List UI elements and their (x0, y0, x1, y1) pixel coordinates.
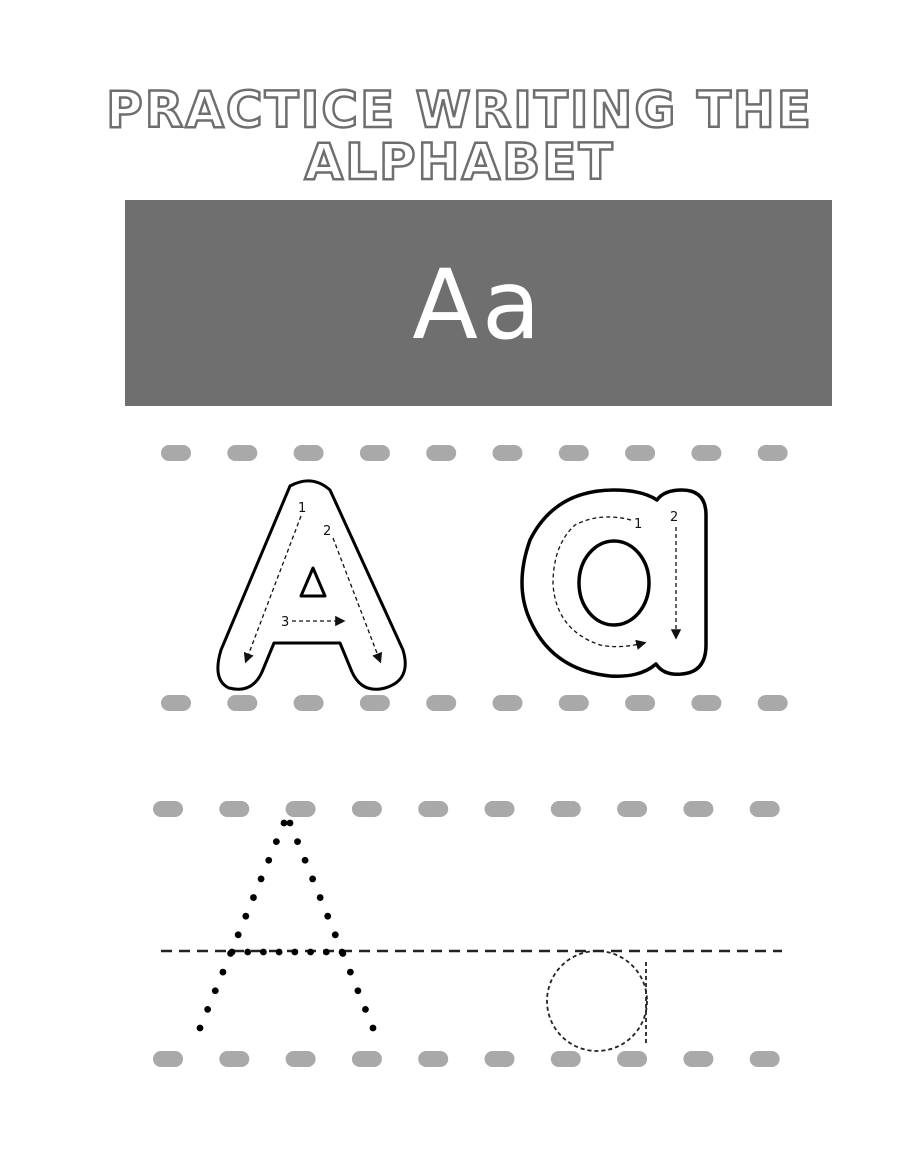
guide-dash (617, 801, 647, 817)
trace-dot (281, 820, 288, 827)
guide-dash (625, 445, 655, 461)
guide-dash (360, 445, 390, 461)
guide-dash (493, 445, 523, 461)
guide-dash (493, 695, 523, 711)
trace-dot (265, 857, 272, 864)
page-title: PRACTICE WRITING THE ALPHABET (106, 81, 813, 191)
trace-dot (323, 949, 330, 956)
guide-dash (683, 801, 713, 817)
stroke-number-lower-2: 2 (670, 510, 679, 525)
trace-dot (324, 913, 331, 920)
trace-dot (258, 876, 265, 883)
guide-dash (219, 801, 249, 817)
guide-dashes-bottom-1 (161, 695, 788, 711)
guide-dash (485, 1051, 515, 1067)
guide-dashes-top-1 (161, 445, 788, 461)
trace-dot (362, 1006, 369, 1013)
guide-dash (683, 1051, 713, 1067)
trace-dot (242, 913, 249, 920)
guide-dash (691, 695, 721, 711)
trace-dot (317, 894, 324, 901)
guide-dash (625, 695, 655, 711)
uppercase-a-outline (218, 481, 405, 689)
trace-dot (197, 1025, 204, 1032)
guide-dash (153, 801, 183, 817)
trace-dot (260, 949, 267, 956)
trace-dot (294, 838, 301, 845)
guide-dash (418, 801, 448, 817)
guide-dash (485, 801, 515, 817)
guide-dash (161, 445, 191, 461)
guide-dash (758, 445, 788, 461)
trace-dot (309, 876, 316, 883)
guide-dashes-top-2 (153, 801, 780, 817)
trace-dot (355, 987, 362, 994)
guide-dash (161, 695, 191, 711)
trace-dot (291, 949, 298, 956)
trace-dot (347, 969, 354, 976)
lowercase-a-outline (521, 489, 706, 676)
banner-letters: Aa (412, 249, 545, 361)
dotted-uppercase-a (197, 820, 377, 1032)
guide-dash (758, 695, 788, 711)
trace-dot (235, 931, 242, 938)
guide-dash (294, 445, 324, 461)
guide-dash (750, 801, 780, 817)
guide-dash (352, 801, 382, 817)
guide-dash (559, 695, 589, 711)
guide-dash (286, 801, 316, 817)
trace-dot (220, 969, 227, 976)
trace-dot (370, 1025, 377, 1032)
guide-dash (551, 801, 581, 817)
trace-dot (212, 987, 219, 994)
trace-dot (307, 949, 314, 956)
dashed-lowercase-a (547, 951, 647, 1051)
guide-dash (551, 1051, 581, 1067)
guide-dash (219, 1051, 249, 1067)
guide-dash (227, 445, 257, 461)
trace-dot (332, 931, 339, 938)
trace-dot (287, 820, 294, 827)
guide-dash (426, 445, 456, 461)
guide-dash (352, 1051, 382, 1067)
guide-dash (691, 445, 721, 461)
trace-dot (250, 894, 257, 901)
stroke-number-lower-1: 1 (634, 517, 643, 532)
guide-dash (286, 1051, 316, 1067)
trace-dot (302, 857, 309, 864)
trace-dot (273, 838, 280, 845)
trace-dot (204, 1006, 211, 1013)
guide-dash (294, 695, 324, 711)
guide-dash (559, 445, 589, 461)
guide-dash (153, 1051, 183, 1067)
stroke-number-3: 3 (281, 615, 290, 630)
trace-dot (229, 949, 236, 956)
stroke-number-2: 2 (323, 524, 332, 539)
stroke-number-1: 1 (298, 501, 307, 516)
trace-dot (339, 949, 346, 956)
guide-dash (617, 1051, 647, 1067)
guide-dash (426, 695, 456, 711)
trace-dot (276, 949, 283, 956)
guide-dash (418, 1051, 448, 1067)
guide-dashes-bottom-2 (153, 1051, 780, 1067)
guide-dash (360, 695, 390, 711)
guide-dash (227, 695, 257, 711)
trace-dot (244, 949, 251, 956)
guide-dash (750, 1051, 780, 1067)
